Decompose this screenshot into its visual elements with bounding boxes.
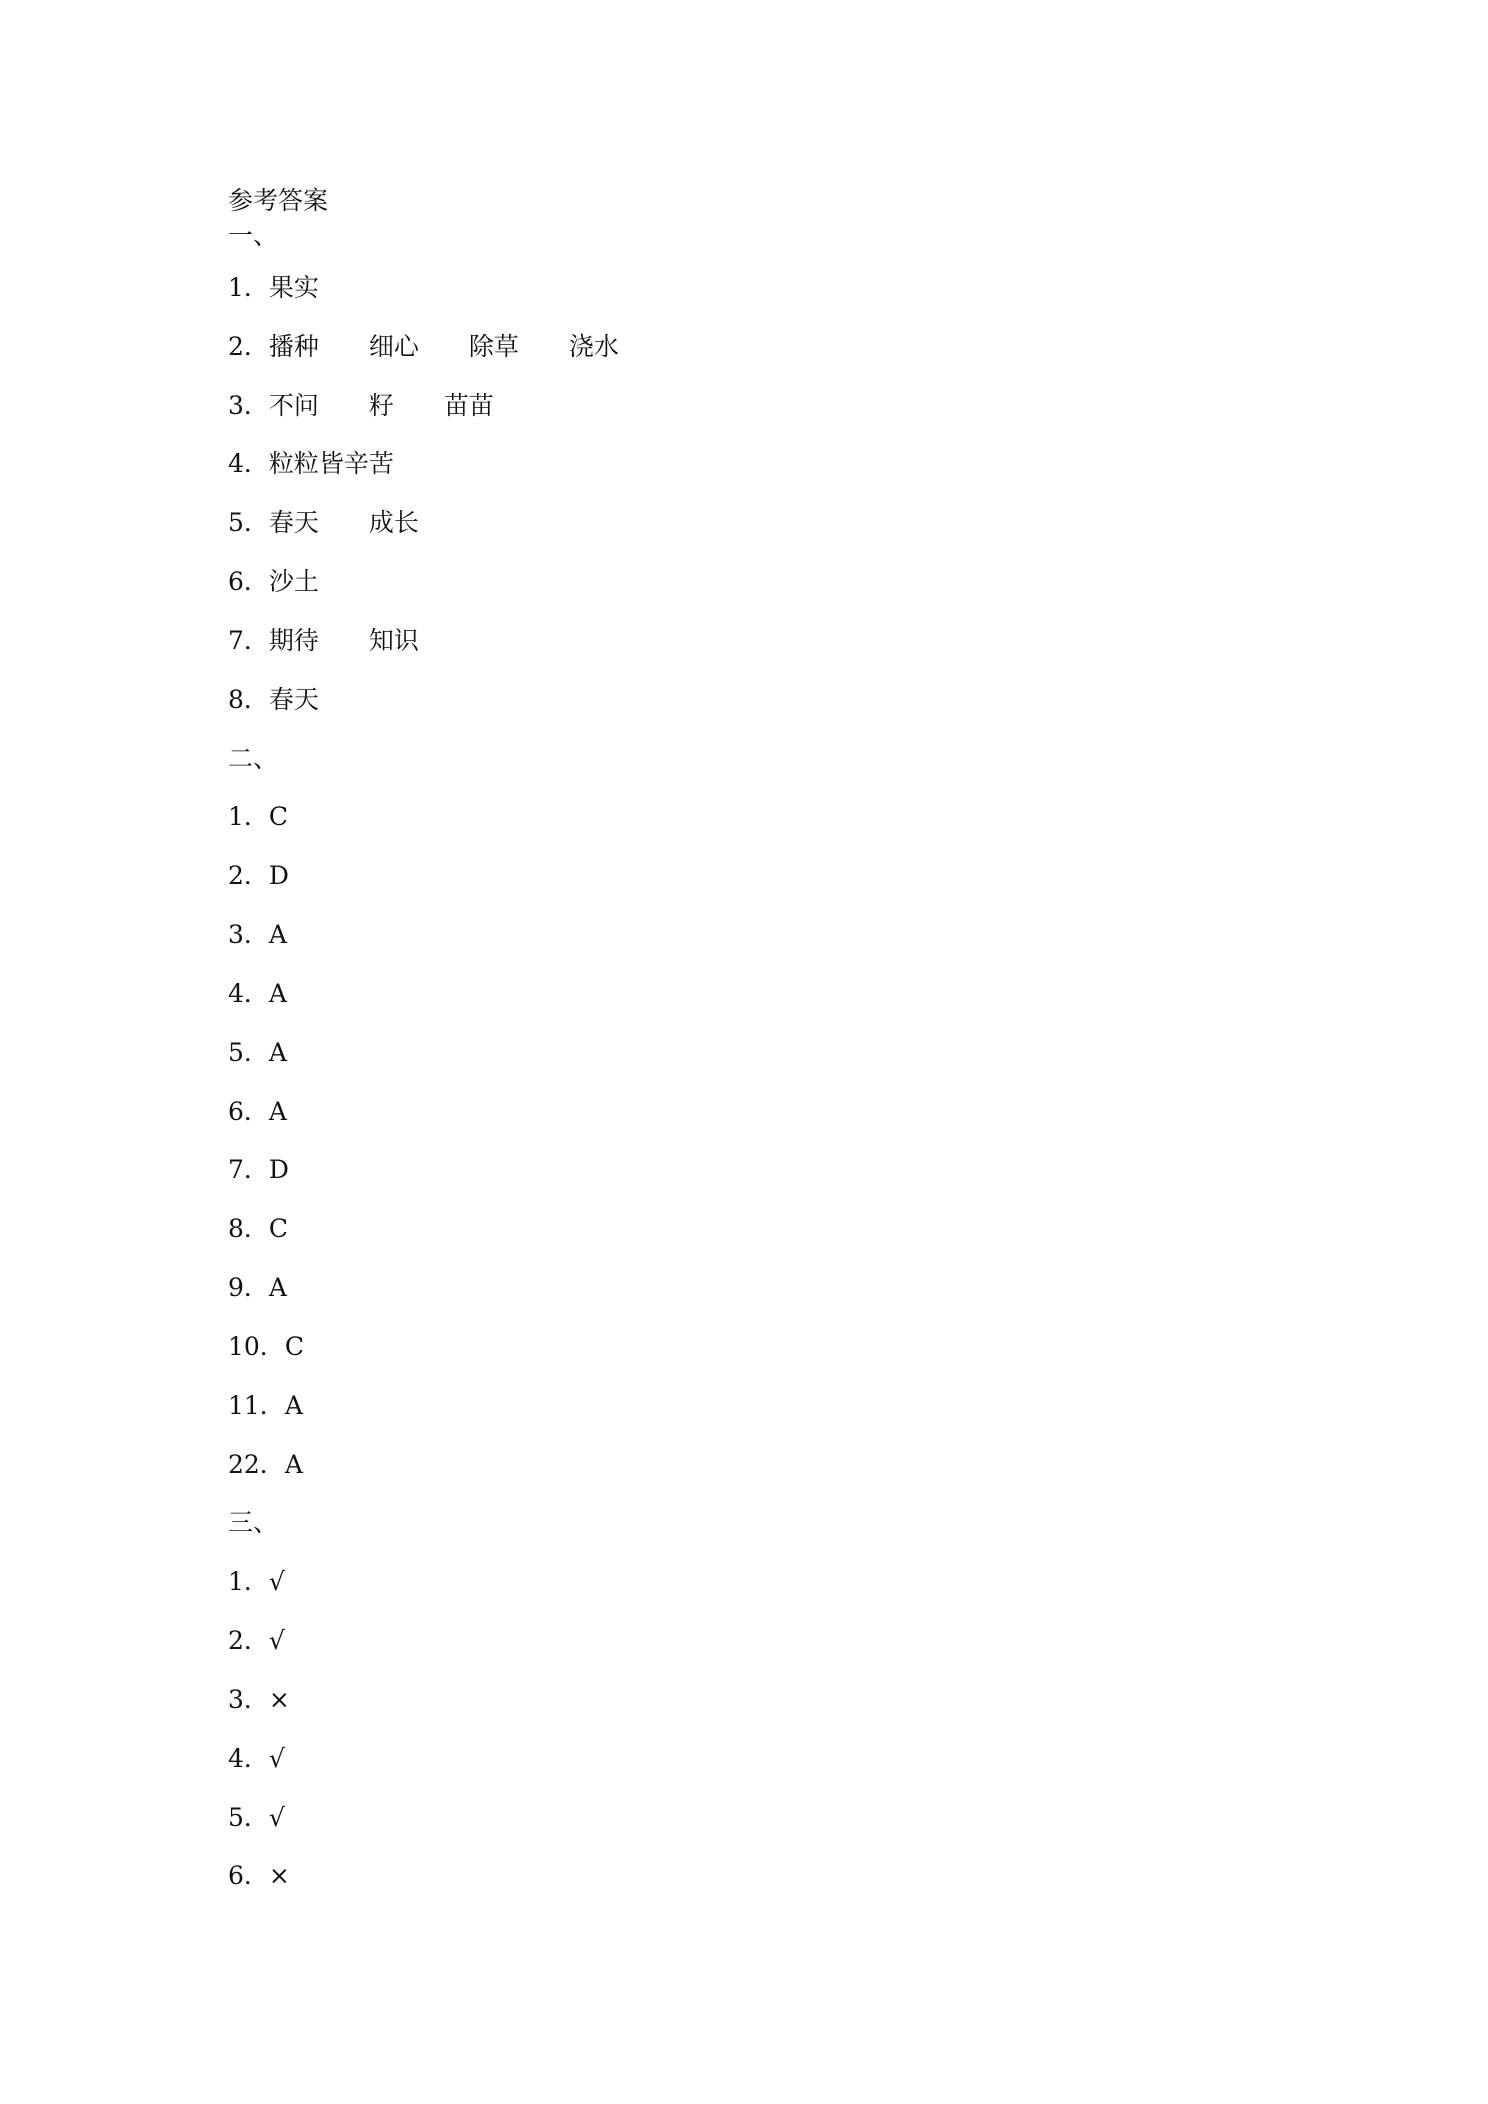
answer-item bbox=[228, 1562, 285, 1602]
item-number: 6． bbox=[228, 1861, 269, 1890]
item-number: 5． bbox=[228, 508, 269, 537]
answer-item bbox=[228, 797, 288, 837]
answer-item bbox=[228, 1621, 285, 1661]
item-answer: 沙土 bbox=[268, 567, 319, 596]
item-number: 3． bbox=[228, 1685, 269, 1714]
item-answer: A bbox=[268, 979, 287, 1008]
section-heading-2: 二、 bbox=[228, 744, 279, 773]
item-answer: 粒粒皆辛苦 bbox=[268, 449, 394, 478]
item-number: 7． bbox=[228, 1155, 269, 1184]
item-answer: 春天 成长 bbox=[268, 508, 419, 537]
item-number: 7． bbox=[228, 626, 269, 655]
item-answer: A bbox=[284, 1450, 303, 1479]
answer-item bbox=[228, 1327, 304, 1367]
item-answer: √ bbox=[268, 1567, 285, 1596]
item-answer: × bbox=[268, 1685, 290, 1714]
item-number: 6． bbox=[228, 1097, 269, 1126]
answer-item bbox=[228, 915, 287, 955]
answer-item bbox=[228, 1268, 287, 1308]
answer-item bbox=[228, 1150, 289, 1190]
answer-item bbox=[228, 1092, 287, 1132]
item-number: 4． bbox=[228, 449, 269, 478]
answer-item bbox=[228, 1386, 303, 1426]
item-answer: A bbox=[268, 1273, 287, 1302]
answer-item bbox=[228, 386, 494, 426]
item-answer: 春天 bbox=[268, 685, 319, 714]
answer-item bbox=[228, 503, 419, 543]
item-answer: √ bbox=[268, 1744, 285, 1773]
item-number: 3． bbox=[228, 920, 269, 949]
item-answer: A bbox=[268, 920, 287, 949]
item-answer: × bbox=[268, 1861, 290, 1890]
item-number: 5． bbox=[228, 1803, 269, 1832]
item-number: 6． bbox=[228, 567, 269, 596]
item-answer: 不问 籽 苗苗 bbox=[268, 391, 494, 420]
page-title: 参考答案 bbox=[228, 186, 329, 215]
answer-item bbox=[228, 1209, 288, 1249]
answer-item bbox=[228, 1033, 287, 1073]
item-answer: A bbox=[268, 1097, 287, 1126]
item-number: 2． bbox=[228, 1626, 269, 1655]
item-number: 2． bbox=[228, 332, 269, 361]
answer-item bbox=[228, 444, 394, 484]
item-answer: A bbox=[284, 1391, 303, 1420]
item-number: 22． bbox=[228, 1450, 285, 1479]
item-answer: 果实 bbox=[268, 273, 319, 302]
item-number: 1． bbox=[228, 1567, 269, 1596]
answer-item bbox=[228, 1445, 303, 1485]
answer-item bbox=[228, 621, 419, 661]
item-answer: D bbox=[268, 1155, 289, 1184]
item-number: 4． bbox=[228, 979, 269, 1008]
item-answer: 期待 知识 bbox=[268, 626, 419, 655]
answer-item bbox=[228, 680, 319, 720]
item-number: 2． bbox=[228, 861, 269, 890]
answer-item bbox=[228, 1680, 290, 1720]
item-answer: A bbox=[268, 1038, 287, 1067]
item-number: 8． bbox=[228, 685, 269, 714]
answer-item bbox=[228, 1739, 285, 1779]
item-answer: C bbox=[268, 802, 289, 831]
answer-item bbox=[228, 856, 289, 896]
item-answer: 播种 细心 除草 浇水 bbox=[268, 332, 619, 361]
item-answer: C bbox=[268, 1214, 289, 1243]
item-number: 8． bbox=[228, 1214, 269, 1243]
answer-item bbox=[228, 974, 287, 1014]
item-answer: C bbox=[284, 1332, 304, 1361]
item-number: 9． bbox=[228, 1273, 269, 1302]
section-heading-1: 一、 bbox=[228, 221, 279, 250]
answer-item bbox=[228, 327, 619, 367]
item-number: 4． bbox=[228, 1744, 269, 1773]
answer-item bbox=[228, 1798, 285, 1838]
item-answer: √ bbox=[268, 1803, 285, 1832]
section-heading-3: 三、 bbox=[228, 1508, 279, 1537]
item-answer: D bbox=[268, 861, 289, 890]
item-number: 3． bbox=[228, 391, 269, 420]
answer-item bbox=[228, 562, 319, 602]
item-number: 1． bbox=[228, 802, 269, 831]
item-answer: √ bbox=[268, 1626, 285, 1655]
item-number: 11． bbox=[228, 1391, 285, 1420]
item-number: 1． bbox=[228, 273, 269, 302]
answer-item bbox=[228, 268, 319, 308]
item-number: 10． bbox=[228, 1332, 285, 1361]
answer-item bbox=[228, 1856, 290, 1896]
item-number: 5． bbox=[228, 1038, 269, 1067]
